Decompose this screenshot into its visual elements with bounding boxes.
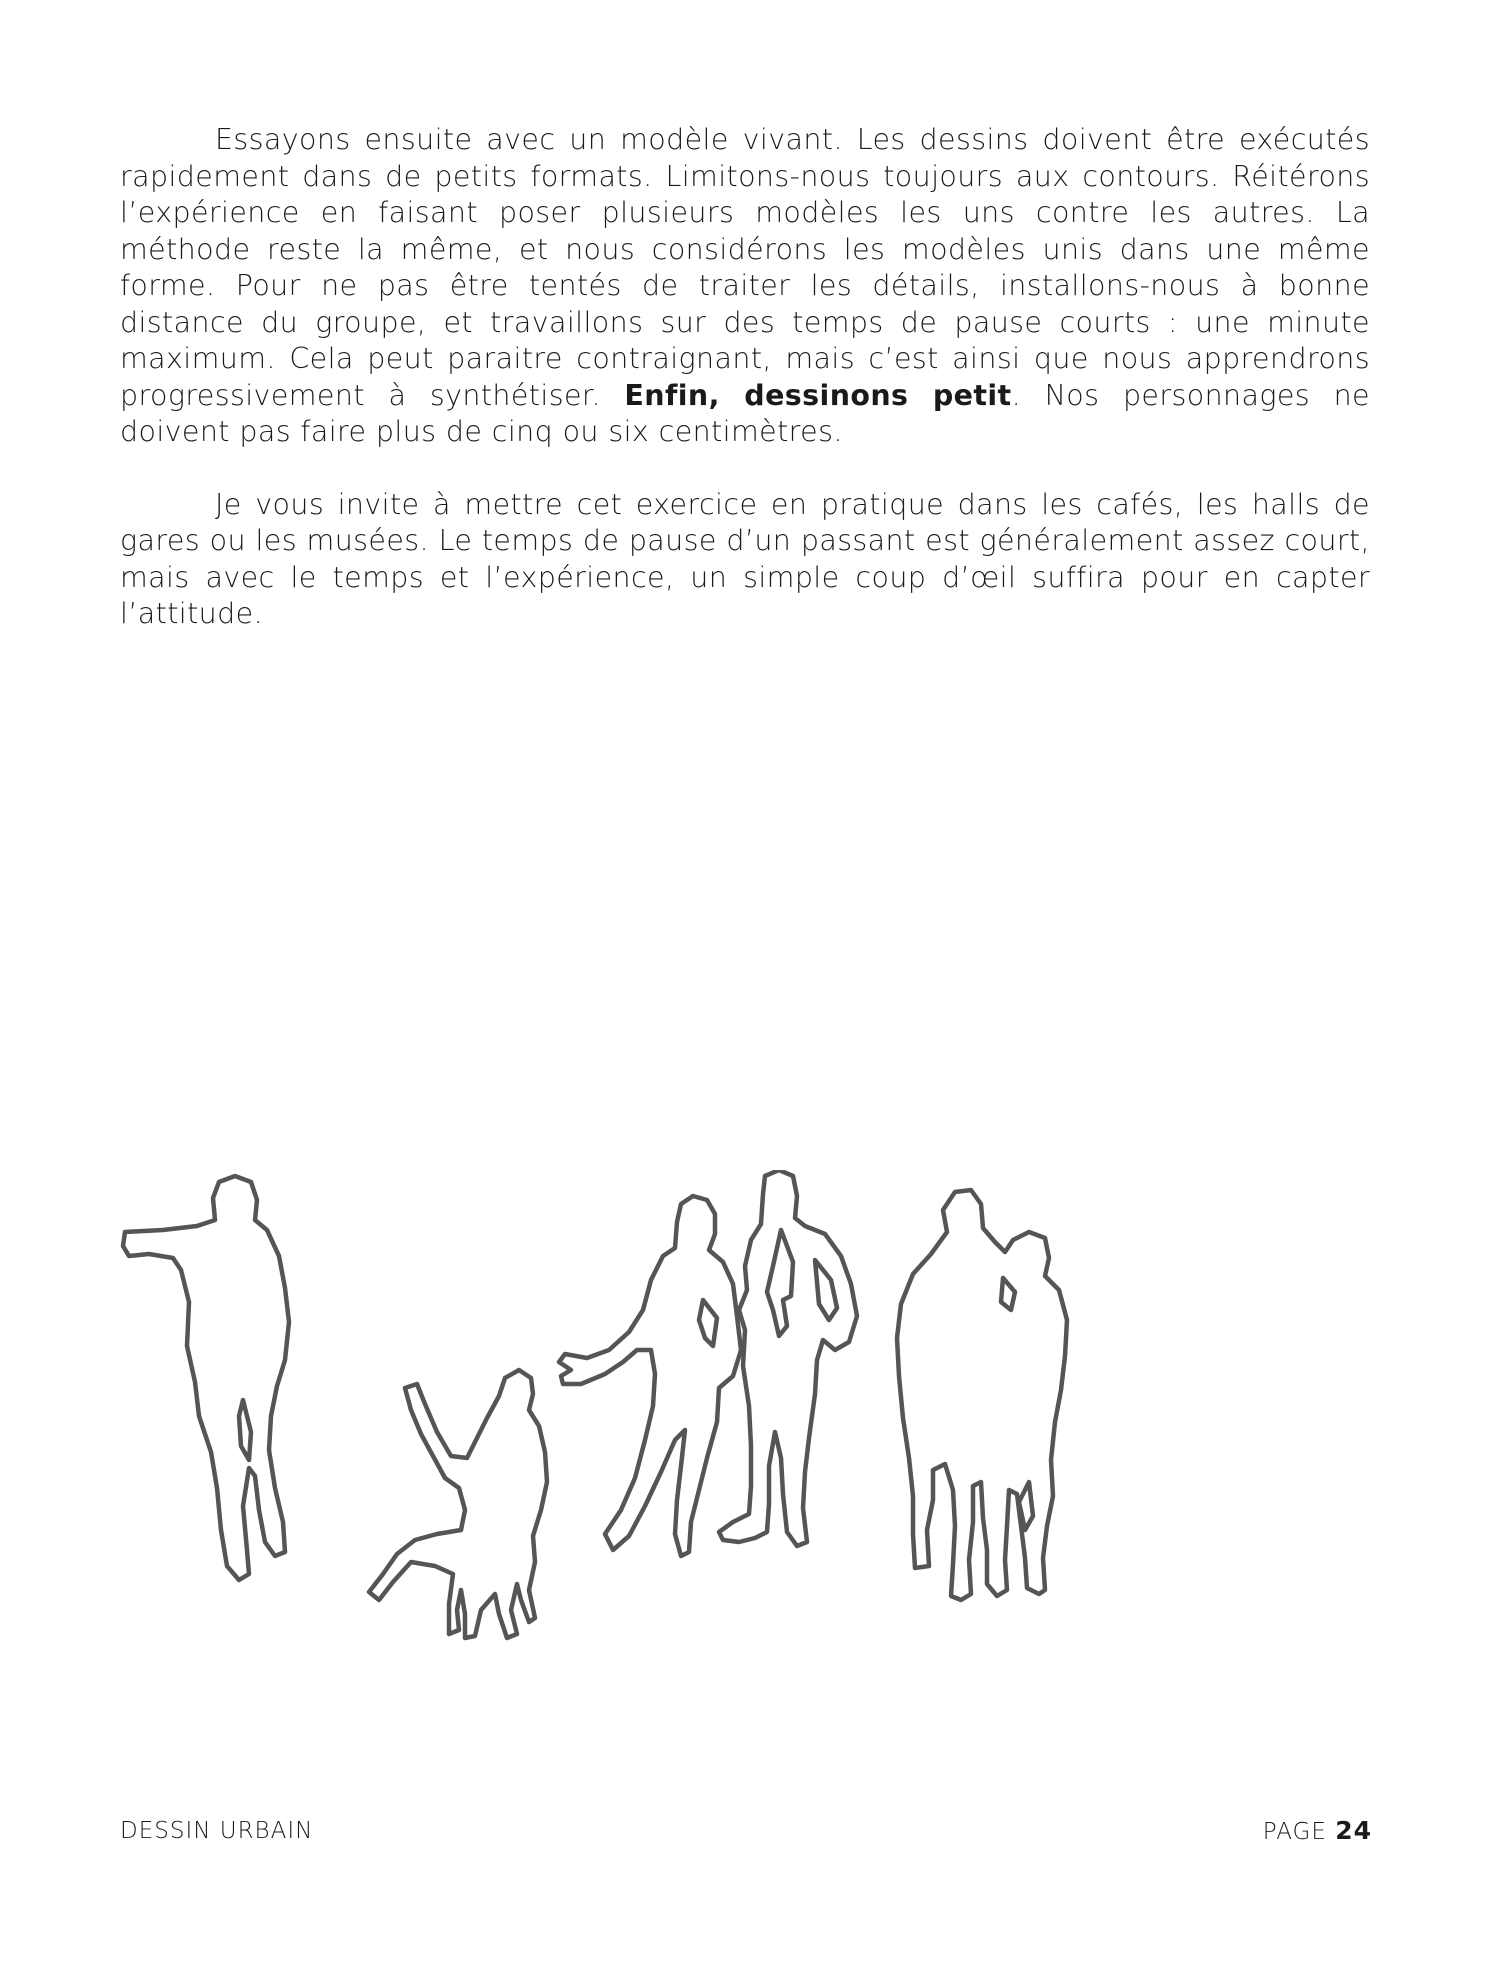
- footer-page-label: PAGE: [1262, 1819, 1327, 1845]
- body-text: [120, 122, 1370, 633]
- footer-book-title: DESSIN URBAIN: [120, 1818, 314, 1844]
- paragraph-2: Je vous invite à mettre cet exercice en pratique dans les cafés, les halls de gares ou les musées. Le temps de pause d’un passant est généralement assez court, mais avec le temps et l’expérience, un simple coup d’œil suffira pour en capter l’attitude.: [120, 487, 1370, 630]
- page-number-value: 24: [1335, 1816, 1372, 1845]
- silhouette-sketch-svg: [115, 1170, 1340, 1730]
- paragraph-1: [120, 122, 1370, 451]
- paragraph-1-text: Essayons ensuite avec un modèle vivant. Les dessins doivent être exécutés rapidement dans de petits formats. Limitons-nous toujours aux contours. Réitérons l’expérience en faisant poser plusieurs modèles les uns contre les autres. La méthode reste la même, et nous considérons les modèles unis dans une même forme. Pour ne pas être tentés de traiter les détails, installons-nous à bonne distance du groupe, et travaillons sur des temps de pause courts : une minute maximum. Cela peut paraitre contraignant, mais c’est ainsi que nous apprendrons progressivement à synthétiser.: [120, 123, 1370, 412]
- footer-page-number: [1263, 1816, 1372, 1845]
- paragraph-1-bold: Enfin, dessinons petit: [624, 378, 1012, 412]
- silhouette-sketch-illustration: [115, 1170, 1340, 1730]
- silhouette-seated-person: [369, 1370, 547, 1638]
- silhouette-leaning-person: [123, 1176, 289, 1580]
- paragraph-1-end: . Nos personnages ne doivent pas faire plus de cinq ou six centimètres.: [120, 378, 1370, 448]
- silhouette-gesturing-person: [559, 1196, 741, 1556]
- silhouette-embracing-couple: [897, 1190, 1067, 1600]
